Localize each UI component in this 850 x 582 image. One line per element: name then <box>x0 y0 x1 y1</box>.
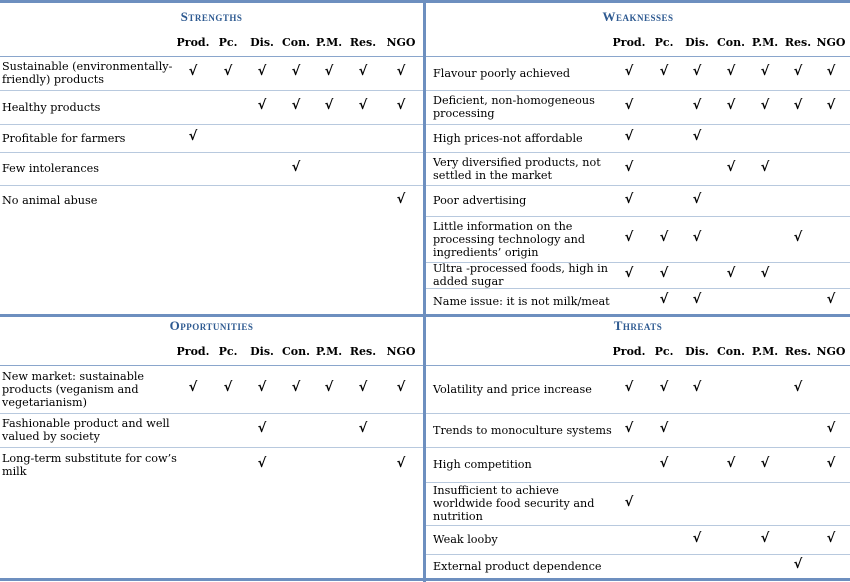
opportunities-col-header: Con. <box>282 345 310 358</box>
opportunities-col-header: NGO <box>386 345 416 358</box>
check-mark: √ <box>324 380 334 395</box>
opportunities-col-header: Prod. <box>176 345 210 358</box>
opportunities-row-label: vegetarianism) <box>2 395 87 409</box>
weaknesses-col-header: P.M. <box>751 36 779 49</box>
opportunities-title: Opportunities <box>169 318 254 333</box>
check-mark: √ <box>692 292 702 307</box>
check-mark: √ <box>692 191 702 207</box>
check-mark: √ <box>624 230 634 245</box>
threats-quadrant <box>426 318 850 334</box>
check-mark: √ <box>358 98 368 113</box>
check-mark: √ <box>188 380 198 395</box>
check-mark: √ <box>358 64 368 79</box>
strengths-header-rule <box>0 56 423 57</box>
weaknesses-header-rule <box>426 56 850 57</box>
strengths-row-label: friendly) products <box>2 73 104 86</box>
strengths-row-label: Sustainable (environmentally- <box>2 60 173 73</box>
check-mark: √ <box>291 64 301 79</box>
weaknesses-row-divider <box>426 185 850 186</box>
weaknesses-quadrant <box>426 9 850 25</box>
check-mark: √ <box>624 64 634 79</box>
check-mark: √ <box>223 64 233 79</box>
threats-col-header: Prod. <box>612 345 646 358</box>
strengths-col-header: Dis. <box>250 36 274 49</box>
check-mark: √ <box>257 380 267 395</box>
opportunities-section-rule <box>0 314 423 317</box>
weaknesses-row-label: Name issue: it is not milk/meat <box>433 294 610 308</box>
check-mark: √ <box>624 98 634 113</box>
threats-col-header: Con. <box>717 345 745 358</box>
threats-row-divider <box>426 413 850 414</box>
opportunities-header-rule <box>0 365 423 366</box>
center-divider <box>423 0 426 582</box>
opportunities-row-label: New market: sustainable <box>2 369 145 383</box>
check-mark: √ <box>358 421 368 436</box>
check-mark: √ <box>291 380 301 395</box>
opportunities-row-divider <box>0 447 423 448</box>
check-mark: √ <box>692 530 702 546</box>
threats-row-divider <box>426 525 850 526</box>
opportunities-row-label: Long-term substitute for cow’s <box>2 451 177 465</box>
check-mark: √ <box>726 64 736 79</box>
weaknesses-row-divider <box>426 288 850 289</box>
threats-row-label: Trends to monoculture systems <box>433 423 612 437</box>
check-mark: √ <box>291 98 301 113</box>
strengths-row-divider <box>0 152 423 153</box>
weaknesses-row-label: Ultra -processed foods, high in <box>433 262 608 275</box>
threats-col-header: P.M. <box>751 345 779 358</box>
check-mark: √ <box>760 64 770 79</box>
strengths-row-label: Few intolerances <box>2 162 99 175</box>
weaknesses-title: Weaknesses <box>602 9 674 24</box>
check-mark: √ <box>692 64 702 79</box>
check-mark: √ <box>659 266 669 281</box>
check-mark: √ <box>291 159 301 175</box>
threats-col-header: Pc. <box>654 345 674 358</box>
check-mark: √ <box>396 191 406 207</box>
check-mark: √ <box>826 530 836 546</box>
threats-row-label: worldwide food security and <box>433 497 595 510</box>
check-mark: √ <box>659 421 669 436</box>
check-mark: √ <box>692 129 702 144</box>
check-mark: √ <box>659 292 669 307</box>
threats-row-divider <box>426 482 850 483</box>
check-mark: √ <box>624 159 634 175</box>
check-mark: √ <box>257 455 267 471</box>
threats-section-rule <box>426 314 850 317</box>
threats-row-label: nutrition <box>433 510 483 523</box>
top-border <box>0 0 850 3</box>
weaknesses-col-header: Con. <box>717 36 745 49</box>
check-mark: √ <box>188 129 198 144</box>
threats-col-header: Res. <box>784 345 812 358</box>
weaknesses-col-header: Dis. <box>685 36 709 49</box>
threats-row-divider <box>426 447 850 448</box>
strengths-row-divider <box>0 185 423 186</box>
check-mark: √ <box>624 380 634 395</box>
weaknesses-row-label: Little information on the <box>433 219 573 233</box>
strengths-col-header: Pc. <box>218 36 238 49</box>
check-mark: √ <box>659 64 669 79</box>
check-mark: √ <box>760 266 770 281</box>
weaknesses-col-header: Prod. <box>612 36 646 49</box>
check-mark: √ <box>793 98 803 113</box>
opportunities-quadrant <box>0 318 423 334</box>
check-mark: √ <box>726 159 736 175</box>
check-mark: √ <box>396 380 406 395</box>
check-mark: √ <box>624 191 634 207</box>
opportunities-col-header: Dis. <box>250 345 274 358</box>
check-mark: √ <box>760 98 770 113</box>
check-mark: √ <box>793 380 803 395</box>
check-mark: √ <box>659 455 669 471</box>
weaknesses-row-label: High prices-not affordable <box>433 131 583 145</box>
weaknesses-row-label: added sugar <box>433 275 504 288</box>
check-mark: √ <box>396 455 406 471</box>
opportunities-row-label: Fashionable product and well <box>2 417 170 430</box>
opportunities-row-divider <box>0 413 423 414</box>
weaknesses-col-header: Res. <box>784 36 812 49</box>
threats-row-label: Insufficient to achieve <box>433 484 559 497</box>
threats-row-label: Weak looby <box>433 533 498 546</box>
strengths-col-header: P.M. <box>315 36 343 49</box>
threats-header-rule <box>426 365 850 366</box>
weaknesses-row-label: ingredients’ origin <box>433 245 539 259</box>
weaknesses-row-label: Deficient, non-homogeneous <box>433 94 595 107</box>
threats-row-label: High competition <box>433 458 532 471</box>
threats-title: Threats <box>613 318 663 333</box>
check-mark: √ <box>624 266 634 281</box>
check-mark: √ <box>793 230 803 245</box>
threats-col-header: NGO <box>816 345 846 358</box>
check-mark: √ <box>188 64 198 79</box>
check-mark: √ <box>692 98 702 113</box>
weaknesses-row-label: settled in the market <box>433 168 553 182</box>
weaknesses-row-label: Poor advertising <box>433 194 527 207</box>
strengths-title: Strengths <box>180 9 243 24</box>
check-mark: √ <box>257 98 267 113</box>
check-mark: √ <box>223 380 233 395</box>
check-mark: √ <box>396 98 406 113</box>
strengths-col-header: NGO <box>386 36 416 49</box>
weaknesses-col-header: Pc. <box>654 36 674 49</box>
check-mark: √ <box>692 380 702 395</box>
check-mark: √ <box>760 530 770 546</box>
threats-row-label: Volatility and price increase <box>433 382 592 396</box>
check-mark: √ <box>659 380 669 395</box>
opportunities-row-label: milk <box>2 464 27 478</box>
threats-row-label: External product dependence <box>433 559 602 573</box>
strengths-quadrant <box>0 9 423 25</box>
check-mark: √ <box>624 421 634 436</box>
opportunities-col-header: Pc. <box>218 345 238 358</box>
strengths-row-label: No animal abuse <box>2 194 98 207</box>
bottom-border <box>0 578 850 581</box>
check-mark: √ <box>826 64 836 79</box>
weaknesses-row-divider <box>426 124 850 125</box>
check-mark: √ <box>826 455 836 471</box>
check-mark: √ <box>396 64 406 79</box>
weaknesses-row-label: Flavour poorly achieved <box>433 66 571 80</box>
threats-col-header: Dis. <box>685 345 709 358</box>
strengths-row-label: Profitable for farmers <box>2 131 126 145</box>
check-mark: √ <box>826 98 836 113</box>
check-mark: √ <box>760 159 770 175</box>
strengths-row-divider <box>0 90 423 91</box>
check-mark: √ <box>726 455 736 471</box>
opportunities-row-label: products (veganism and <box>2 382 139 396</box>
weaknesses-row-divider <box>426 216 850 217</box>
opportunities-col-header: Res. <box>349 345 377 358</box>
check-mark: √ <box>726 266 736 281</box>
check-mark: √ <box>692 230 702 245</box>
strengths-col-header: Res. <box>349 36 377 49</box>
strengths-col-header: Prod. <box>176 36 210 49</box>
weaknesses-row-label: Very diversified products, not <box>433 155 601 169</box>
check-mark: √ <box>257 421 267 436</box>
threats-row-divider <box>426 554 850 555</box>
check-mark: √ <box>826 292 836 307</box>
opportunities-row-label: valued by society <box>2 430 100 443</box>
check-mark: √ <box>358 380 368 395</box>
check-mark: √ <box>324 64 334 79</box>
weaknesses-row-divider <box>426 152 850 153</box>
check-mark: √ <box>826 421 836 436</box>
weaknesses-row-divider <box>426 90 850 91</box>
strengths-col-header: Con. <box>282 36 310 49</box>
check-mark: √ <box>659 230 669 245</box>
check-mark: √ <box>624 494 634 510</box>
check-mark: √ <box>793 64 803 79</box>
check-mark: √ <box>624 129 634 144</box>
strengths-row-label: Healthy products <box>2 100 101 114</box>
check-mark: √ <box>760 455 770 471</box>
weaknesses-col-header: NGO <box>816 36 846 49</box>
check-mark: √ <box>726 98 736 113</box>
check-mark: √ <box>324 98 334 113</box>
check-mark: √ <box>793 557 803 572</box>
check-mark: √ <box>257 64 267 79</box>
opportunities-col-header: P.M. <box>315 345 343 358</box>
strengths-row-divider <box>0 124 423 125</box>
weaknesses-row-label: processing technology and <box>433 232 586 246</box>
weaknesses-row-label: processing <box>433 107 495 120</box>
